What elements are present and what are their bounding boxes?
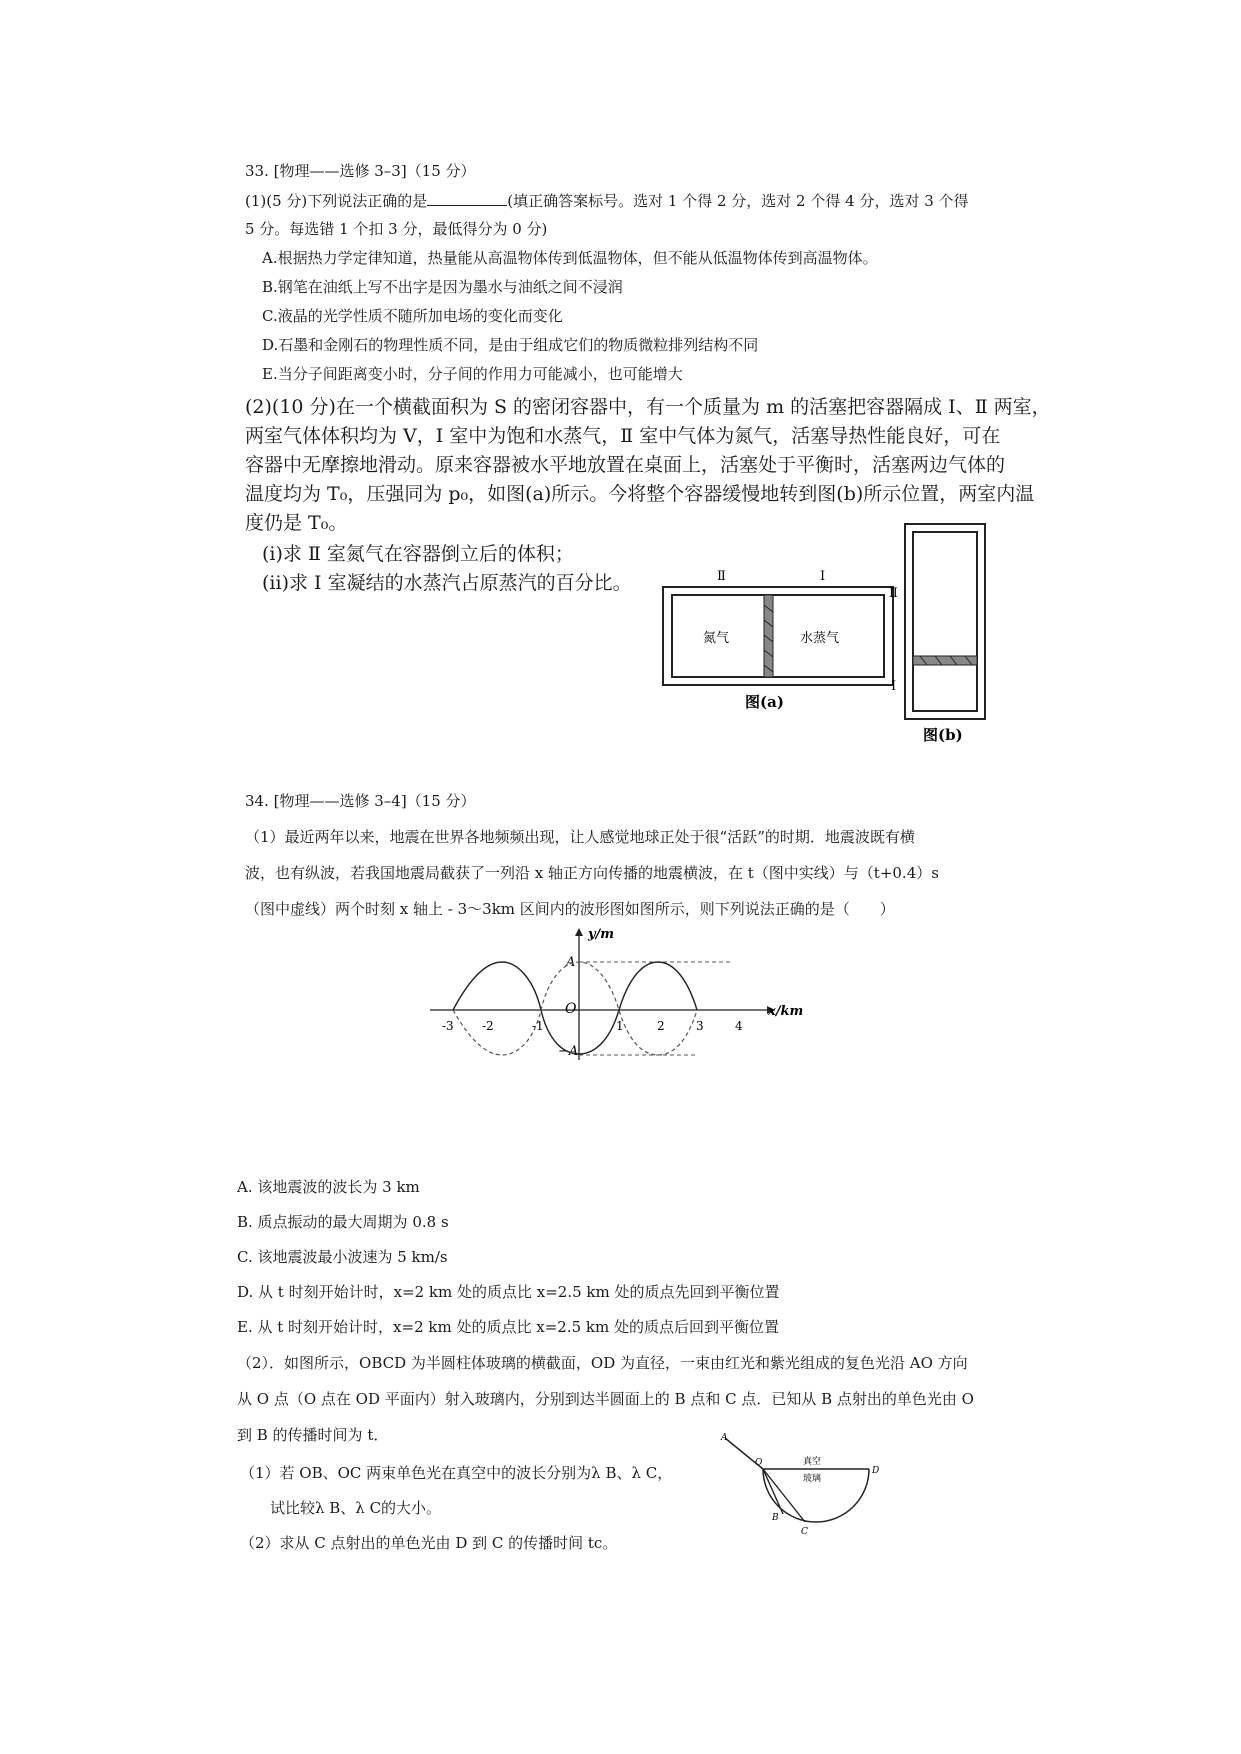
wave-graph [420,920,820,1080]
tick-neg-2: -2 [482,1019,494,1033]
tick-4: 4 [735,1019,743,1033]
q33-title: 33. [物理——选修 3–3]（15 分） [245,162,476,180]
fig-b-caption: 图(b) [923,726,963,744]
q33-part2-line3: 容器中无摩擦地滑动。原来容器被水平地放置在桌面上，活塞处于平衡时，活塞两边气体的 [245,454,1006,476]
q33-sub-i: (i)求 Ⅱ 室氮气在容器倒立后的体积； [262,543,574,565]
origin-label: O [565,1001,577,1017]
q33-sub-ii: (ii)求 Ⅰ 室凝结的水蒸汽占原蒸汽的百分比。 [262,572,632,594]
q34-option-b: B. 质点振动的最大周期为 0.8 s [237,1213,449,1231]
glass-label: 玻璃 [803,1474,822,1484]
fig-b-inner-wall [913,532,977,711]
tick-2: 2 [657,1019,665,1033]
q33-part2-line1: (2)(10 分)在一个横截面积为 S 的密闭容器中，有一个质量为 m 的活塞把容器隔成 Ⅰ、Ⅱ 两室， [245,396,1051,418]
fig-b-label-i: Ⅰ [891,679,897,694]
fig-a-vapor-label: 水蒸气 [800,631,840,646]
q33-part2-line2: 两室气体体积均为 V，Ⅰ 室中为饱和水蒸气，Ⅱ 室中气体为氮气，活塞导热性能良好，可在 [245,425,1001,447]
q34-option-d: D. 从 t 时刻开始计时，x=2 km 处的质点比 x=2.5 km 处的质点先回到平衡位置 [237,1283,780,1301]
amp-pos-label: A [566,955,576,970]
amp-neg-label: −A [558,1044,579,1059]
q34-title: 34. [物理——选修 3–4]（15 分） [245,792,476,810]
fig-a-caption: 图(a) [745,693,784,710]
q34-part1-line1: （1）最近两年以来，地震在世界各地频频出现，让人感觉地球正处于很“活跃”的时期．地震波既有横 [245,828,915,846]
q33-part1-instructions: (填正确答案标号。选对 1 个得 2 分，选对 2 个得 4 分，选对 3 个得 [507,192,969,210]
q33-part2-line4: 温度均为 T₀，压强同为 p₀，如图(a)所示。今将整个容器缓慢地转到图(b)所示位置，两室内温 [245,483,1035,505]
q34-option-c: C. 该地震波最小波速为 5 km/s [237,1248,448,1266]
q34-option-a: A. 该地震波的波长为 3 km [237,1178,420,1196]
q33-part1-stem: (1)(5 分)下列说法正确的是 [245,192,428,210]
q33-option-a: A.根据热力学定律知道，热量能从高温物体传到低温物体，但不能从低温物体传到高温物体。 [262,249,878,267]
answer-blank[interactable] [427,191,507,206]
fig-a-outer-wall [663,587,893,685]
q33-part1-line1 [245,190,969,211]
q33-option-d: D.石墨和金刚石的物理性质不同，是由于组成它们的物质微粒排列结构不同 [262,336,759,354]
q34-part1-line3: （图中虚线）两个时刻 x 轴上 - 3～3km 区间内的波形图如图所示，则下列说法正确的是（ ） [245,900,895,918]
point-a-label: A [721,1433,728,1443]
q33-part2-line5: 度仍是 T₀。 [245,512,348,534]
q34-part2-line2: 从 O 点（O 点在 OD 平面内）射入玻璃内，分别到达半圆面上的 B 点和 C 点．已知从 B 点射出的单色光由 O [237,1390,974,1408]
figure-b [885,520,1005,745]
vacuum-label: 真空 [803,1457,822,1467]
q33-option-e: E.当分子间距离变小时，分子间的作用力可能减小，也可能增大 [262,365,683,383]
q34-sub1-line2: 试比较λ B、λ C的大小。 [270,1499,442,1517]
x-axis-label: x/km [768,1004,804,1019]
tick-neg-1: -1 [532,1019,544,1033]
tick-neg-3: -3 [442,1019,454,1033]
q34-part2-line1: （2）．如图所示，OBCD 为半圆柱体玻璃的横截面，OD 为直径，一束由红光和紫光组成的复色光沿 AO 方向 [237,1354,968,1372]
q34-option-e: E. 从 t 时刻开始计时，x=2 km 处的质点比 x=2.5 km 处的质点后回到平衡位置 [237,1318,779,1336]
fig-b-label-ii: Ⅱ [889,586,898,601]
q34-sub1-line1: （1）若 OB、OC 两束单色光在真空中的波长分别为λ B、λ C， [240,1464,673,1482]
glass-semicircle-figure [715,1430,885,1550]
fig-a-label-i: Ⅰ [820,569,826,584]
q34-part1-line2: 波，也有纵波，若我国地震局截获了一列沿 x 轴正方向传播的地震横波，在 t（图中实线）与（t+0.4）s [245,864,939,882]
q33-part1-line2: 5 分。每选错 1 个扣 3 分，最低得分为 0 分) [245,220,548,238]
y-axis-label: y/m [588,927,615,942]
point-c-label: C [801,1527,808,1537]
tick-1: 1 [616,1019,624,1033]
q33-option-b: B.钢笔在油纸上写不出字是因为墨水与油纸之间不浸润 [262,278,623,296]
fig-b-piston [913,656,977,665]
q33-option-c: C.液晶的光学性质不随所加电场的变化而变化 [262,307,563,325]
q34-sub2: （2）求从 C 点射出的单色光由 D 到 C 的传播时间 tc。 [240,1534,618,1552]
fig-a-label-ii: Ⅱ [717,569,726,584]
tick-3: 3 [696,1019,704,1033]
fig-b-outer-wall [905,524,985,719]
figure-a [660,560,910,710]
point-o-label: O [755,1458,763,1468]
point-b-label: B [772,1513,779,1523]
point-d-label: D [872,1466,880,1476]
q34-part2-line3: 到 B 的传播时间为 t． [237,1426,389,1444]
fig-a-nitrogen-label: 氮气 [703,631,730,646]
